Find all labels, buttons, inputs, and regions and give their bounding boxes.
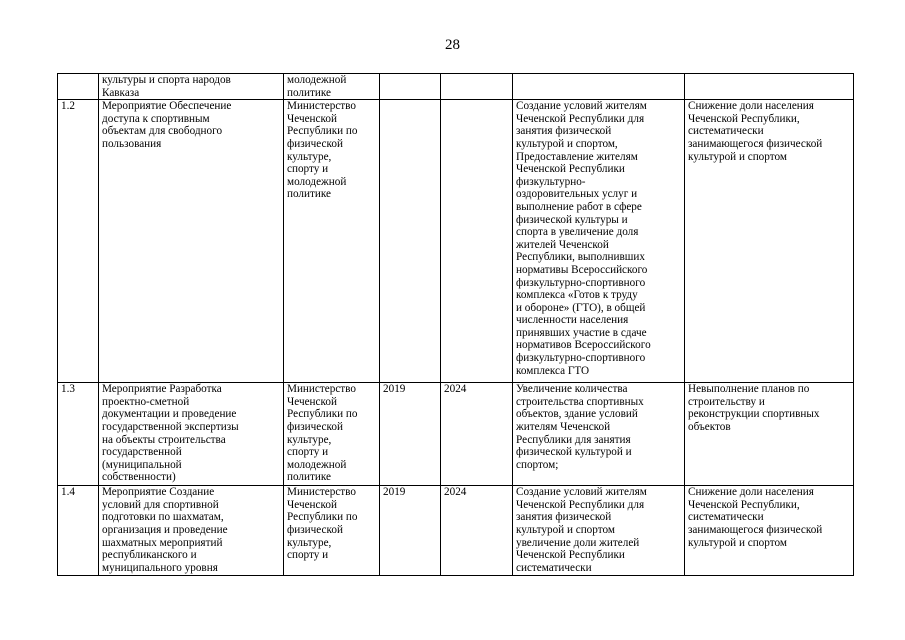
table-row (58, 100, 854, 383)
table-row (58, 383, 854, 486)
row-number-cell: 1.3 (58, 383, 99, 486)
end-year-cell (441, 74, 513, 100)
event-cell: культуры и спорта народов Кавказа (99, 74, 284, 100)
expected-result-cell: Увеличение количества строительства спортивных объектов, здание условий жителям Чеченской Республики для занятия физической культурой и спортом; (513, 383, 685, 486)
executor-cell: Министерство Чеченской Республики по физической культуре, спорту и молодежной политике (284, 383, 380, 486)
table-row (58, 486, 854, 576)
expected-result-cell: Создание условий жителям Чеченской Республики для занятия физической культурой и спортом, Предоставление жителям Чеченской Республики физкультурно- оздоровительных услуг и выполнение работ в сфере физической культуры и спорта в увеличение доля жителей Чеченской Республики, выполнивших нормативы Всероссийского физкультурно-спортивного комплекса «Готов к труду и обороне» (ГТО), в общей численности населения принявших участие в сдаче нормативов Всероссийского физкультурно-спортивного комплекса ГТО (513, 100, 685, 383)
consequences-cell: Невыполнение планов по строительству и реконструкции спортивных объектов (685, 383, 854, 486)
start-year-cell: 2019 (380, 383, 441, 486)
expected-result-cell (513, 74, 685, 100)
row-number-cell: 1.2 (58, 100, 99, 383)
table-row (58, 74, 854, 100)
end-year-cell: 2024 (441, 383, 513, 486)
expected-result-cell: Создание условий жителям Чеченской Республики для занятия физической культурой и спортом увеличение доли жителей Чеченской Республики систематически (513, 486, 685, 576)
row-number-cell (58, 74, 99, 100)
page-number: 28 (445, 37, 460, 53)
consequences-cell (685, 74, 854, 100)
executor-cell: Министерство Чеченской Республики по физической культуре, спорту и (284, 486, 380, 576)
event-cell: Мероприятие Обеспечение доступа к спортивным объектам для свободного пользования (99, 100, 284, 383)
consequences-cell: Снижение доли населения Чеченской Республики, систематически занимающегося физической культурой и спортом (685, 100, 854, 383)
start-year-cell (380, 74, 441, 100)
end-year-cell (441, 100, 513, 383)
consequences-cell: Снижение доли населения Чеченской Республики, систематически занимающегося физической культурой и спортом (685, 486, 854, 576)
executor-cell: молодежной политике (284, 74, 380, 100)
end-year-cell: 2024 (441, 486, 513, 576)
start-year-cell: 2019 (380, 486, 441, 576)
executor-cell: Министерство Чеченской Республики по физической культуре, спорту и молодежной политике (284, 100, 380, 383)
start-year-cell (380, 100, 441, 383)
program-table (57, 73, 854, 576)
event-cell: Мероприятие Разработка проектно-сметной документации и проведение государственной экспертизы на объекты строительства государственной (муниципальной собственности) (99, 383, 284, 486)
row-number-cell: 1.4 (58, 486, 99, 576)
event-cell: Мероприятие Создание условий для спортивной подготовки по шахматам, организация и проведение шахматных мероприятий республиканского и муниципального уровня (99, 486, 284, 576)
